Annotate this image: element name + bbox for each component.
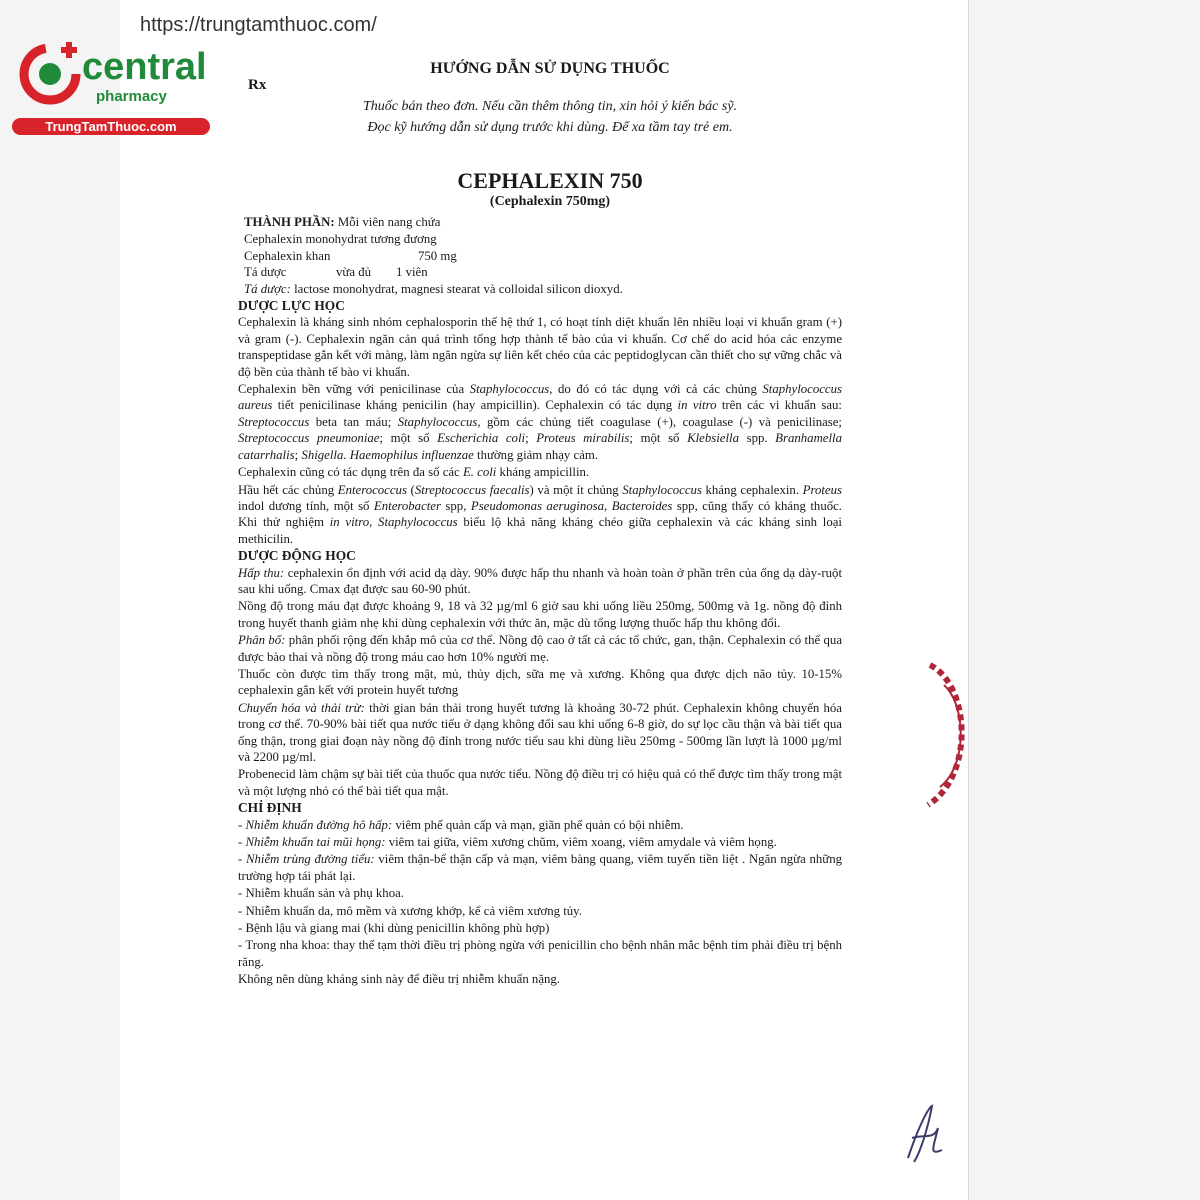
text-run: ( [406,482,415,497]
text-run: kháng ampicillin. [496,465,590,480]
pharmacokinetics-p4: Thuốc còn được tìm thấy trong mật, mủ, thủy dịch, sữa mẹ và xương. Không qua được dịch não tủy. 10-15% cephalexin gắn kết với protein huyết tương [238,666,842,698]
product-subtitle: (Cephalexin 750mg) [489,194,611,209]
text-run: , gồm các chủng tiết coagulase (+), coagulase (-) và penicilinase; [477,414,842,429]
text-run: Staphylococcus aureus [238,382,842,413]
pharmacokinetics-p2: Nồng độ trong máu đạt được khoảng 9, 18 và 32 µg/ml 6 giờ sau khi uống liều 250mg, 500mg và 1g. nồng độ đỉnh trong huyết thanh giảm nhẹ khi dùng cephalexin với thức ăn, mặc dù tổng lượng thuốc hấp thu không đổi. [238,599,842,630]
text-run: tiết penicilinase kháng penicilin (hay ampicillin). Cephalexin có tác dụng [272,398,678,413]
text-run: Staphylococcus [378,515,458,530]
pharmacodynamics-p4 [238,482,842,548]
excipients-text: lactose monohydrat, magnesi stearat và colloidal silicon dioxyd. [294,281,623,296]
text-run: thường giảm nhạy cảm. [473,447,599,462]
text-run: Klebsiella [687,431,739,446]
text-run: phân phối rộng đến khắp mô của cơ thể. Nồng độ cao ở tất cả các tổ chức, gan, thận. Cephalexin có thể qua được bào thai và nồng độ trong máu cao hơn 10% người mẹ. [238,633,842,664]
text-run: Bacteroides [611,498,673,513]
composition-line-3-name: Tá dược [244,265,287,280]
text-run: ) và một ít chủng [529,482,623,497]
composition-intro-text: Mỗi viên nang chứa [337,215,441,229]
indication-urinary [238,851,842,884]
indication-skin: - Nhiễm khuẩn da, mô mềm và xương khớp, kể cả viêm xương tủy. [238,903,582,918]
leaflet-body [238,214,842,989]
indications-heading: CHỈ ĐỊNH [238,800,302,816]
text-run: ; một số [629,431,688,446]
text-run: - Nhiễm trùng đường tiểu: [238,852,375,867]
text-run: biểu lộ khả năng kháng chéo giữa cephalexin và các kháng sinh loại methicilin. [238,515,842,546]
guide-title: HƯỚNG DẪN SỬ DỤNG THUỐC [430,60,670,77]
text-run: Enterococcus [337,482,407,497]
pharmacodynamics-heading: DƯỢC LỰC HỌC [238,298,345,314]
text-run: Chuyển hóa và thải trừ: [238,700,365,715]
text-run: Hầu hết các chủng [238,482,338,497]
pharmacokinetics-absorption [238,565,842,598]
text-run: viêm tai giữa, viêm xương chũm, viêm xoang, viêm amydale và viêm họng. [385,835,777,850]
text-run: , [369,515,379,530]
text-run: Enterobacter [373,498,441,513]
text-run: , [604,498,612,513]
text-run: - Nhiễm khuẩn đường hô hấp: [238,817,393,832]
excipients-label: Tá dược: [244,281,291,296]
composition-line-2-amount: 750 mg [418,248,457,263]
pharmacodynamics-p2 [238,381,842,463]
composition-intro [238,214,842,230]
indication-ent [238,834,842,850]
pharmacokinetics-p6: Probenecid làm chậm sự bài tiết của thuốc qua nước tiểu. Nồng độ điều trị có hiệu quả có thể được tìm thấy trong mật và một lượng nhỏ có thể bài tiết qua mật. [238,767,842,798]
text-run: Proteus mirabilis [536,431,630,446]
text-run: Branhamella catarrhalis [238,431,842,462]
watermark-url: https://trungtamthuoc.com/ [140,14,377,36]
stamp-icon [900,655,980,815]
text-run: Staphylococcus [469,382,550,397]
text-run: Streptococcus pneumoniae [238,431,380,446]
text-run: beta tan máu; [309,414,398,429]
composition-line-2-name: Cephalexin khan [244,248,331,263]
product-name: CEPHALEXIN 750 [457,168,643,193]
signature-icon [898,1098,948,1168]
text-run: - Nhiễm khuẩn tai mũi họng: [238,835,386,850]
text-run: Escherichia coli [437,431,526,446]
rx-mark: Rx [248,77,267,93]
composition-line-1: Cephalexin monohydrat tương đương [244,232,437,247]
text-run: viêm phế quản cấp và mạn, giãn phế quản có bội nhiễm. [392,817,684,832]
text-run: Streptococcus faecalis [414,482,530,497]
text-run: Cephalexin cũng có tác dụng trên đa số các [238,465,463,480]
indication-note: Không nên dùng kháng sinh này để điều trị nhiễm khuẩn nặng. [238,972,560,987]
pharmacokinetics-heading: DƯỢC ĐỘNG HỌC [238,548,356,564]
text-run: Staphylococcus [397,414,478,429]
composition-excipients [244,281,842,297]
composition-line-3-qs: vừa đủ [336,265,372,280]
text-run: kháng cephalexin. [701,482,803,497]
composition-line-2 [244,248,842,264]
text-run: cephalexin ổn định với acid dạ dày. 90% được hấp thu nhanh và hoàn toàn ở phần trên của ống dạ dày-ruột sau khi uống. Cmax đạt được sau 60-90 phút. [238,565,842,596]
text-run: Phân bố: [238,633,286,648]
indication-std: - Bệnh lậu và giang mai (khi dùng penicillin không phù hợp) [238,921,550,936]
text-run: spp, [440,498,471,513]
pharmacodynamics-p3 [238,464,842,480]
text-run: thời gian bán thải trong huyết tương là khoảng 30-72 phút. Cephalexin không chuyển hóa trong cơ thể. 70-90% bài tiết qua nước tiểu ở dạng không đổi sau khi uống 6-8 giờ, do sự lọc cầu thận và bài tiết qua ống thận, trong giai đoạn này nồng độ đỉnh trong nước tiểu sau khi dùng liều 250mg - 500mg lần lượt là 1000 µg/ml và 2200 µg/ml. [238,700,842,764]
text-run: Cephalexin bền vững với penicilinase của [238,382,470,397]
logo-brand-subtext: pharmacy [96,88,167,105]
text-run: Shigella. Haemophilus influenzae [301,447,474,462]
text-run: trên các vi khuẩn sau: [716,398,842,413]
text-run: Streptococcus [238,414,310,429]
text-run: spp, cũng thấy có kháng thuốc. Khi thử nghiệm [238,498,842,530]
composition-line-3-amount: 1 viên [396,265,428,280]
composition-line-3 [244,264,842,280]
text-run: ; một số [379,431,438,446]
text-run: indol dương tính, một số [238,498,374,513]
text-run: Staphylococcus [622,482,702,497]
text-run: Hấp thu: [238,565,285,580]
text-run: viêm thận-bể thận cấp và mạn, viêm bàng quang, viêm tuyến tiền liệt . Ngăn ngừa những trường hợp tái phát lại. [238,852,843,883]
composition-table [244,231,842,297]
text-run: ; [525,431,537,446]
pharmacokinetics-distribution [238,632,842,665]
text-run: in vitro [329,515,370,530]
logo-banner: TrungTamThuoc.com [12,118,210,135]
indication-gyn: - Nhiễm khuẩn sản và phụ khoa. [238,886,404,901]
text-run: Pseudomonas aeruginosa [470,498,605,513]
composition-heading: THÀNH PHẦN: [244,215,335,229]
pharmacodynamics-p1: Cephalexin là kháng sinh nhóm cephalosporin thế hệ thứ 1, có hoạt tính diệt khuẩn lên nhiều loại vi khuẩn gram (+) và gram (-). Cephalexin ngăn cản quá trình tổng hợp thành tế bào của vi khuẩn. Cơ chế do acid hóa các enzyme transpeptidase gắn kết với màng, làm ngăn ngừa sự liên kết chéo của các peptidoglycan cần thiết cho sự vững chắc và độ bền của thành tế bào vi khuẩn. [238,315,842,379]
text-run: ; [294,447,302,462]
warning-line-1: Thuốc bán theo đơn. Nếu cần thêm thông tin, xin hỏi ý kiến bác sỹ. [362,99,738,114]
warning-line-2: Đọc kỹ hướng dẫn sử dụng trước khi dùng. Để xa tầm tay trẻ em. [367,120,733,135]
text-run: , do đó có tác dụng với cả các chủng [549,382,763,397]
indication-respiratory [238,817,842,833]
text-run: spp. [738,431,776,446]
text-run: Proteus [802,482,842,497]
pharmacokinetics-metabolism [238,700,842,766]
text-run: in vitro [677,398,717,413]
indication-dental: - Trong nha khoa: thay thế tạm thời điều trị phòng ngừa với penicillin cho bệnh nhân mắc bệnh tim phải điều trị bệnh răng. [238,938,842,969]
logo-brand-text: central [82,46,207,88]
text-run: E. coli [462,465,497,480]
